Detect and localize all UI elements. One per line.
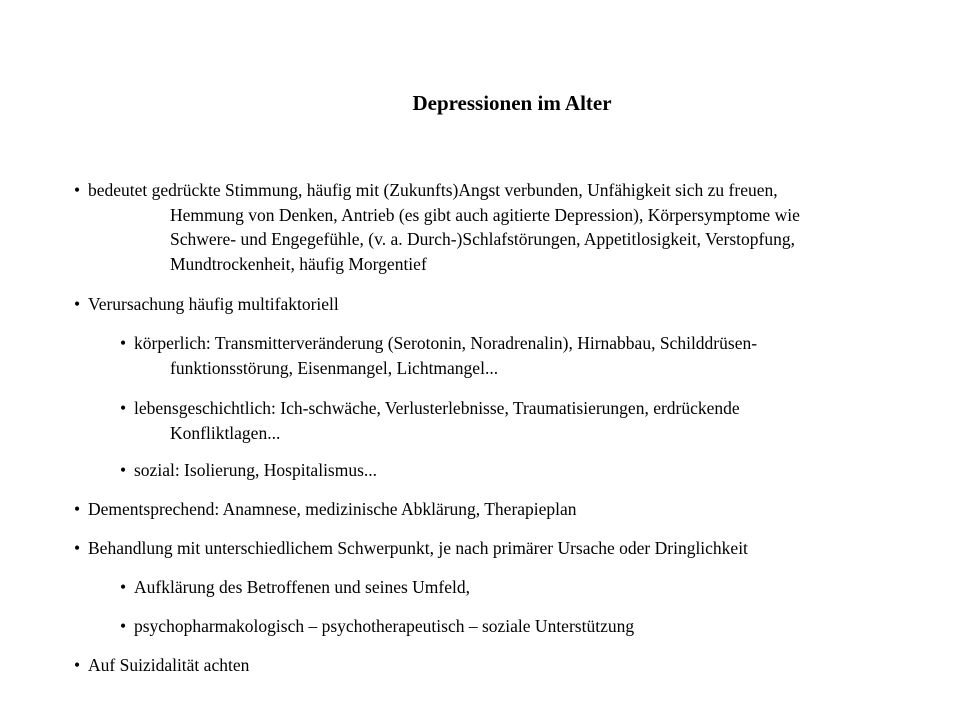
list-item-text: Auf Suizidalität achten <box>88 655 250 675</box>
bullet-icon: • <box>120 333 127 353</box>
list-item-text: lebensgeschichtlich: Ich-schwäche, Verlusterlebnisse, Traumatisierungen, erdrückende <box>134 398 740 418</box>
list-item-continuation: Konfliktlagen... <box>170 422 281 443</box>
bullet-icon: • <box>74 538 81 558</box>
bullet-icon: • <box>74 655 81 675</box>
list-item-text: Verursachung häufig multifaktoriell <box>88 294 339 314</box>
list-item-line <box>120 456 377 485</box>
list-item-text: Behandlung mit unterschiedlichem Schwerpunkt, je nach primärer Ursache oder Dringlichkeit <box>88 538 748 558</box>
list-item-continuation: Schwere- und Engegefühle, (v. a. Durch-)Schlafstörungen, Appetitlosigkeit, Verstopfung, <box>170 229 795 249</box>
slide-title: Depressionen im Alter <box>412 91 612 115</box>
list-item-continuation: Hemmung von Denken, Antrieb (es gibt auch agitierte Depression), Körpersymptome wie <box>170 204 800 225</box>
bullet-icon: • <box>120 460 127 480</box>
bullet-icon: • <box>74 294 81 314</box>
list-item-text: körperlich: Transmitterveränderung (Serotonin, Noradrenalin), Hirnabbau, Schilddrüsen- <box>134 333 758 353</box>
list-item-line <box>120 573 470 602</box>
list-item-text: Dementsprechend: Anamnese, medizinische Abklärung, Therapieplan <box>88 499 577 519</box>
list-item-line <box>74 290 339 319</box>
list-item-continuation: Mundtrockenheit, häufig Morgentief <box>170 253 427 274</box>
list-item-continuation: funktionsstörung, Eisenmangel, Lichtmangel... <box>170 357 499 378</box>
bullet-icon: • <box>120 616 127 636</box>
list-item-line <box>74 495 577 524</box>
list-item-line <box>74 534 748 563</box>
list-item-text: psychopharmakologisch – psychotherapeutisch – soziale Unterstützung <box>134 616 635 636</box>
list-item-text: bedeutet gedrückte Stimmung, häufig mit (Zukunfts)Angst verbunden, Unfähigkeit sich zu freuen, <box>88 180 778 200</box>
bullet-icon: • <box>120 398 127 418</box>
bullet-icon: • <box>74 180 81 200</box>
list-item-text: sozial: Isolierung, Hospitalismus... <box>134 460 378 480</box>
list-item-line <box>74 651 249 680</box>
list-item-line <box>120 612 634 641</box>
list-item-text: Aufklärung des Betroffenen und seines Umfeld, <box>134 577 470 597</box>
bullet-icon: • <box>74 499 81 519</box>
bullet-icon: • <box>120 577 127 597</box>
